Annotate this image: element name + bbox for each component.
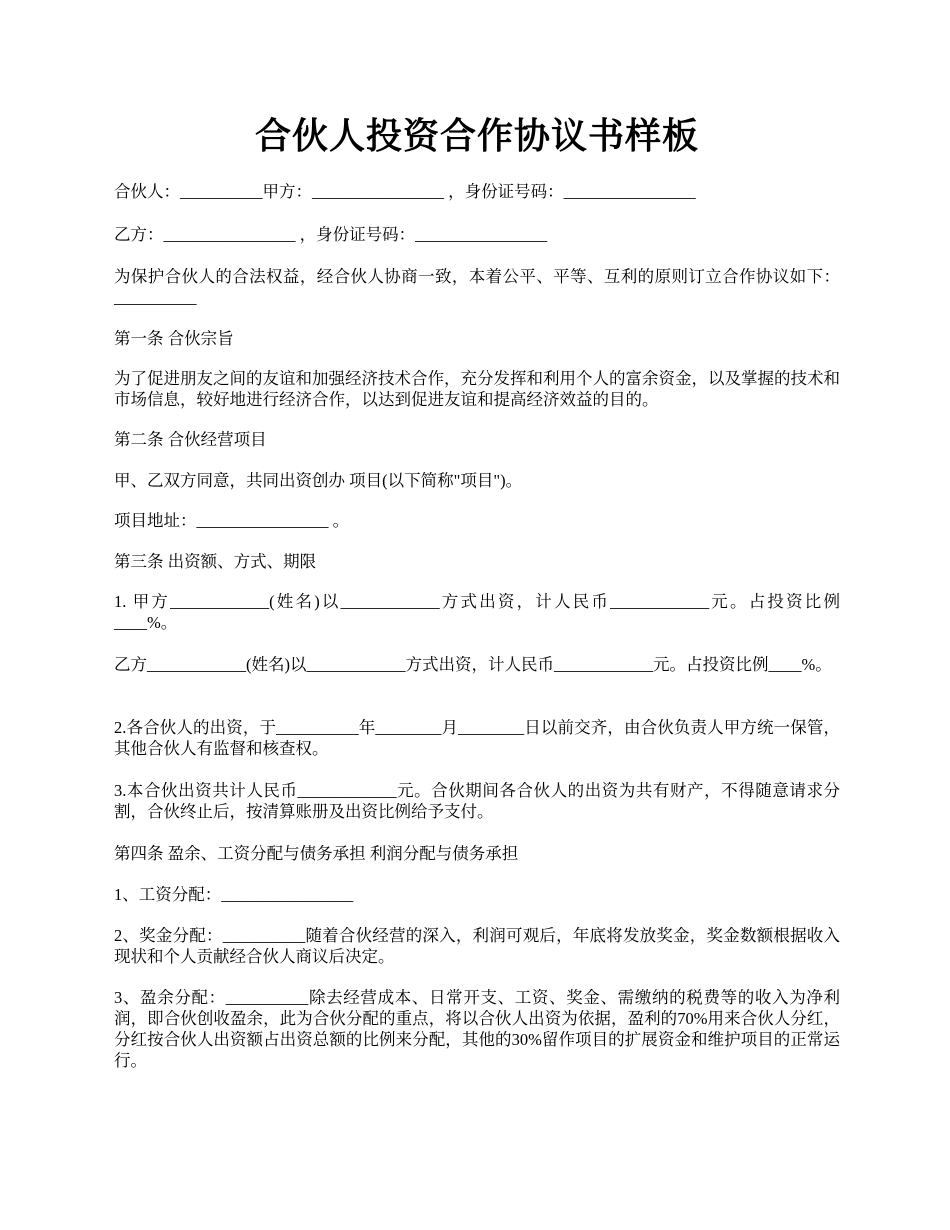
article-1-heading: 第一条 合伙宗旨 bbox=[114, 329, 234, 348]
article-3-heading: 第三条 出资额、方式、期限 bbox=[114, 552, 317, 571]
article-4-item-2: 2、奖金分配：__________随着合伙经营的深入，利润可观后，年底将发放奖金，奖金数额根据收入现状和个人贡献经合伙人商议后决定。 bbox=[114, 926, 840, 966]
article-3-item-3: 3.本合伙出资共计人民币____________元。合伙期间各合伙人的出资为共有财产，不得随意请求分割，合伙终止后，按清算账册及出资比例给予支付。 bbox=[114, 781, 840, 821]
article-3-party-b: 乙方____________(姓名)以____________方式出资，计人民币____________元。占投资比例____%。 bbox=[114, 655, 832, 674]
article-3-item-1: 1. 甲方____________(姓名)以____________方式出资，计人民币____________元。占投资比例____%。 bbox=[114, 592, 840, 632]
article-3-item-2: 2.各合伙人的出资，于__________年________月________日以前交齐，由合伙负责人甲方统一保管，其他合伙人有监督和核查权。 bbox=[114, 718, 840, 758]
article-4-heading: 第四条 盈余、工资分配与债务承担 利润分配与债务承担 bbox=[114, 844, 519, 863]
party-b-info-line: 乙方：________________ ，身份证号码：________________ bbox=[114, 225, 548, 244]
article-2-body: 甲、乙双方同意，共同出资创办 项目(以下简称"项目")。 bbox=[114, 471, 523, 490]
project-address-line: 项目地址：________________ 。 bbox=[114, 511, 350, 530]
article-2-heading: 第二条 合伙经营项目 bbox=[114, 430, 267, 449]
article-4-item-3: 3、盈余分配：__________除去经营成本、日常开支、工资、奖金、需缴纳的税费等的收入为净利润，即合伙创收盈余，此为合伙分配的重点，将以合伙人出资为依据，盈利的70%用来合伙人分红，分红按合伙人出资额占出资总额的比例来分配，其他的30%留作项目的扩展资金和维护项目的正常运行。 bbox=[114, 988, 840, 1070]
document-page bbox=[114, 0, 840, 1070]
preamble-paragraph: 为保护合伙人的合法权益，经合伙人协商一致，本着公平、平等、互利的原则订立合作协议如下：__________ bbox=[114, 267, 840, 307]
document-title: 合伙人投资合作协议书样板 bbox=[254, 116, 699, 156]
article-1-body: 为了促进朋友之间的友谊和加强经济技术合作，充分发挥和利用个人的富余资金，以及掌握的技术和市场信息，较好地进行经济合作，以达到促进友谊和提高经济效益的目的。 bbox=[114, 369, 840, 409]
partner-info-line: 合伙人：__________甲方：________________ ，身份证号码：________________ bbox=[114, 182, 696, 201]
article-4-item-1: 1、工资分配：________________ bbox=[114, 885, 354, 904]
